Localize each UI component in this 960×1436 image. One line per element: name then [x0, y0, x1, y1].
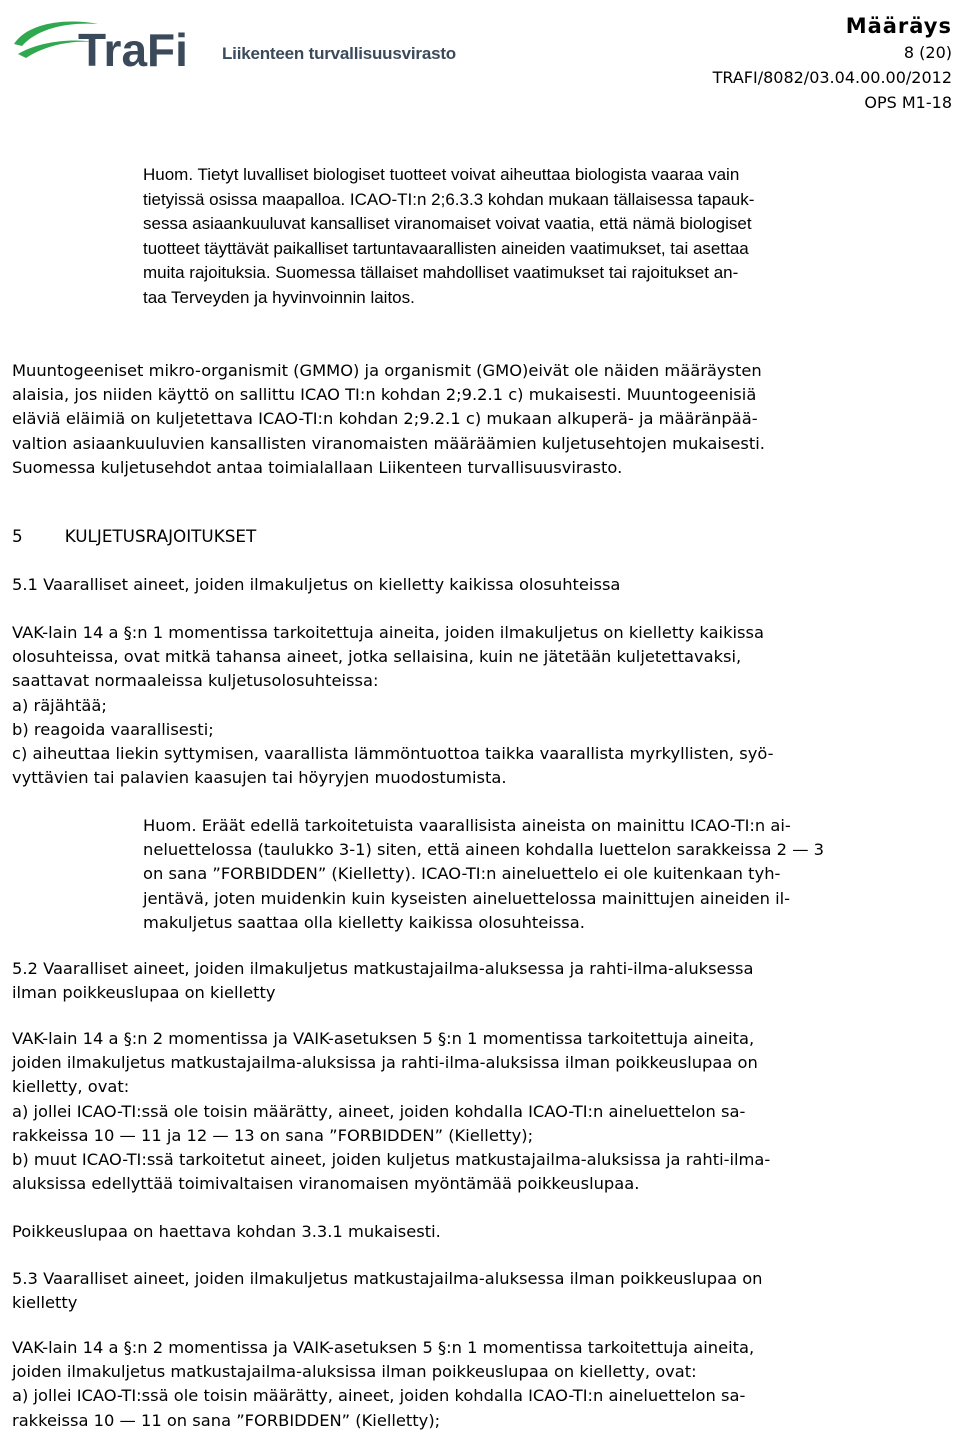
permit-paragraph: [12, 1220, 441, 1244]
text-line: makuljetus saattaa olla kielletty kaikissa olosuhteissa.: [143, 912, 585, 932]
text-line: sessa asiaankuuluvat kansalliset viranomaiset voivat vaatia, että nämä biologiset: [143, 214, 752, 234]
logo-text: TraFi: [78, 24, 188, 74]
text-line: eläviä eläimiä on kuljetettava ICAO-TI:n kohdan 2;9.2.1 c) mukaan alkuperä- ja määränpää-: [12, 409, 758, 429]
section-5-1-body: [12, 621, 774, 790]
section-5-3-heading: [12, 1267, 763, 1315]
text-line: on sana ”FORBIDDEN” (Kielletty). ICAO-TI:n aineluettelo ei ole kuitenkaan tyh-: [143, 864, 781, 884]
biological-note: [143, 163, 754, 311]
text-line: Huom. Tietyt luvalliset biologiset tuotteet voivat aiheuttaa biologista vaaraa vain: [143, 165, 740, 184]
text-line: 5.3 Vaaralliset aineet, joiden ilmakuljetus matkustajailma-aluksessa ilman poikkeuslupaa on: [12, 1269, 763, 1288]
document-header: [713, 12, 952, 115]
text-line: saattavat normaaleissa kuljetusolosuhteissa:: [12, 671, 379, 691]
section-number: 5: [12, 526, 23, 546]
text-line: b) reagoida vaarallisesti;: [12, 719, 214, 739]
text-line: 5.2 Vaaralliset aineet, joiden ilmakuljetus matkustajailma-aluksessa ja rahti-ilma-aluksessa: [12, 959, 754, 978]
text-line: Poikkeuslupaa on haettava kohdan 3.3.1 mukaisesti.: [12, 1222, 441, 1241]
text-line: tietyissä osissa maapalloa. ICAO-TI:n 2;6.3.3 kohdan mukaan tällaisessa tapauk-: [143, 189, 755, 209]
text-line: kielletty, ovat:: [12, 1077, 130, 1097]
text-line: alaisia, jos niiden käyttö on sallittu ICAO TI:n kohdan 2;9.2.1 c) mukaisesti. Muuntogeenisiä: [12, 385, 757, 405]
text-line: a) jollei ICAO-TI:ssä ole toisin määrätty, aineet, joiden kohdalla ICAO-TI:n aineluettelon sa-: [12, 1386, 746, 1406]
text-line: VAK-lain 14 a §:n 1 momentissa tarkoitettuja aineita, joiden ilmakuljetus on kielletty kaikissa: [12, 623, 764, 642]
text-line: a) räjähtää;: [12, 695, 107, 715]
text-line: kielletty: [12, 1293, 78, 1313]
text-line: Suomessa kuljetusehdot antaa toimialallaan Liikenteen turvallisuusvirasto.: [12, 457, 623, 477]
text-line: joiden ilmakuljetus matkustajailma-aluksissa ilman poikkeuslupaa on kielletty, ovat:: [12, 1362, 697, 1382]
text-line: vyttävien tai palavien kaasujen tai höyryjen muodostumista.: [12, 768, 507, 788]
text-line: Muuntogeeniset mikro-organismit (GMMO) ja organismit (GMO)eivät ole näiden määräysten: [12, 361, 762, 380]
text-line: VAK-lain 14 a §:n 2 momentissa ja VAIK-asetuksen 5 §:n 1 momentissa tarkoitettuja aineita,: [12, 1029, 755, 1048]
text-line: muita rajoituksia. Suomessa tällaiset mahdolliset vaatimukset tai rajoitukset an-: [143, 263, 739, 283]
trafi-logo-mark: [8, 14, 218, 74]
text-line: rakkeissa 10 — 11 ja 12 — 13 on sana ”FORBIDDEN” (Kielletty);: [12, 1125, 534, 1145]
text-line: jentävä, joten muidenkin kuin kyseisten aineluettelossa mainittujen aineiden il-: [143, 888, 791, 908]
doc-type: Määräys: [845, 14, 952, 38]
section-5-2-heading: [12, 957, 754, 1005]
text-line: valtion asiaankuuluvien kansallisten viranomaisten määräämien kuljetusehtojen mukaisesti.: [12, 433, 765, 453]
text-line: a) jollei ICAO-TI:ssä ole toisin määrätty, aineet, joiden kohdalla ICAO-TI:n aineluettelon sa-: [12, 1101, 746, 1121]
trafi-logo: [8, 14, 218, 74]
logo-subtitle: Liikenteen turvallisuusvirasto: [222, 44, 456, 63]
section-5-3-body: [12, 1336, 754, 1433]
text-line: olosuhteissa, ovat mitkä tahansa aineet, jotka sellaisina, kuin ne jätetään kuljetettavaksi,: [12, 647, 742, 667]
regulation-code: OPS M1-18: [864, 93, 952, 112]
text-line: b) muut ICAO-TI:ssä tarkoitetut aineet, joiden kuljetus matkustajailma-aluksissa ja rahti-ilma-: [12, 1150, 771, 1170]
page-number: 8 (20): [903, 43, 952, 62]
section-5-1-note: [143, 814, 824, 935]
text-line: aluksissa edellyttää toimivaltaisen viranomaisen myöntämää poikkeuslupaa.: [12, 1174, 640, 1194]
text-line: c) aiheuttaa liekin syttymisen, vaarallista lämmöntuottoa taikka vaarallista myrkyllisten, syö-: [12, 744, 774, 764]
text-line: taa Terveyden ja hyvinvoinnin laitos.: [143, 287, 415, 307]
text-line: tuotteet täyttävät paikalliset tartuntavaarallisten aineiden vaatimukset, tai asettaa: [143, 238, 749, 258]
text-line: ilman poikkeuslupaa on kielletty: [12, 983, 276, 1003]
text-line: VAK-lain 14 a §:n 2 momentissa ja VAIK-asetuksen 5 §:n 1 momentissa tarkoitettuja aineita,: [12, 1338, 755, 1357]
text-line: Huom. Eräät edellä tarkoitetuista vaarallisista aineista on mainittu ICAO-TI:n ai-: [143, 816, 791, 835]
document-ref: TRAFI/8082/03.04.00.00/2012: [712, 68, 952, 87]
text-line: 5.1 Vaaralliset aineet, joiden ilmakuljetus on kielletty kaikissa olosuhteissa: [12, 575, 621, 594]
section-5-2-body: [12, 1027, 770, 1196]
gmo-paragraph: [12, 359, 765, 480]
section-5-1-heading: [12, 573, 620, 597]
text-line: neluettelossa (taulukko 3-1) siten, että aineen kohdalla luettelon sarakkeissa 2 — 3: [143, 840, 825, 860]
text-line: rakkeissa 10 — 11 on sana ”FORBIDDEN” (Kielletty);: [12, 1410, 441, 1430]
section-title: KULJETUSRAJOITUKSET: [64, 526, 257, 546]
section-5-heading: [12, 524, 256, 548]
text-line: joiden ilmakuljetus matkustajailma-aluksissa ja rahti-ilma-aluksissa ilman poikkeuslupaa on: [12, 1053, 758, 1073]
